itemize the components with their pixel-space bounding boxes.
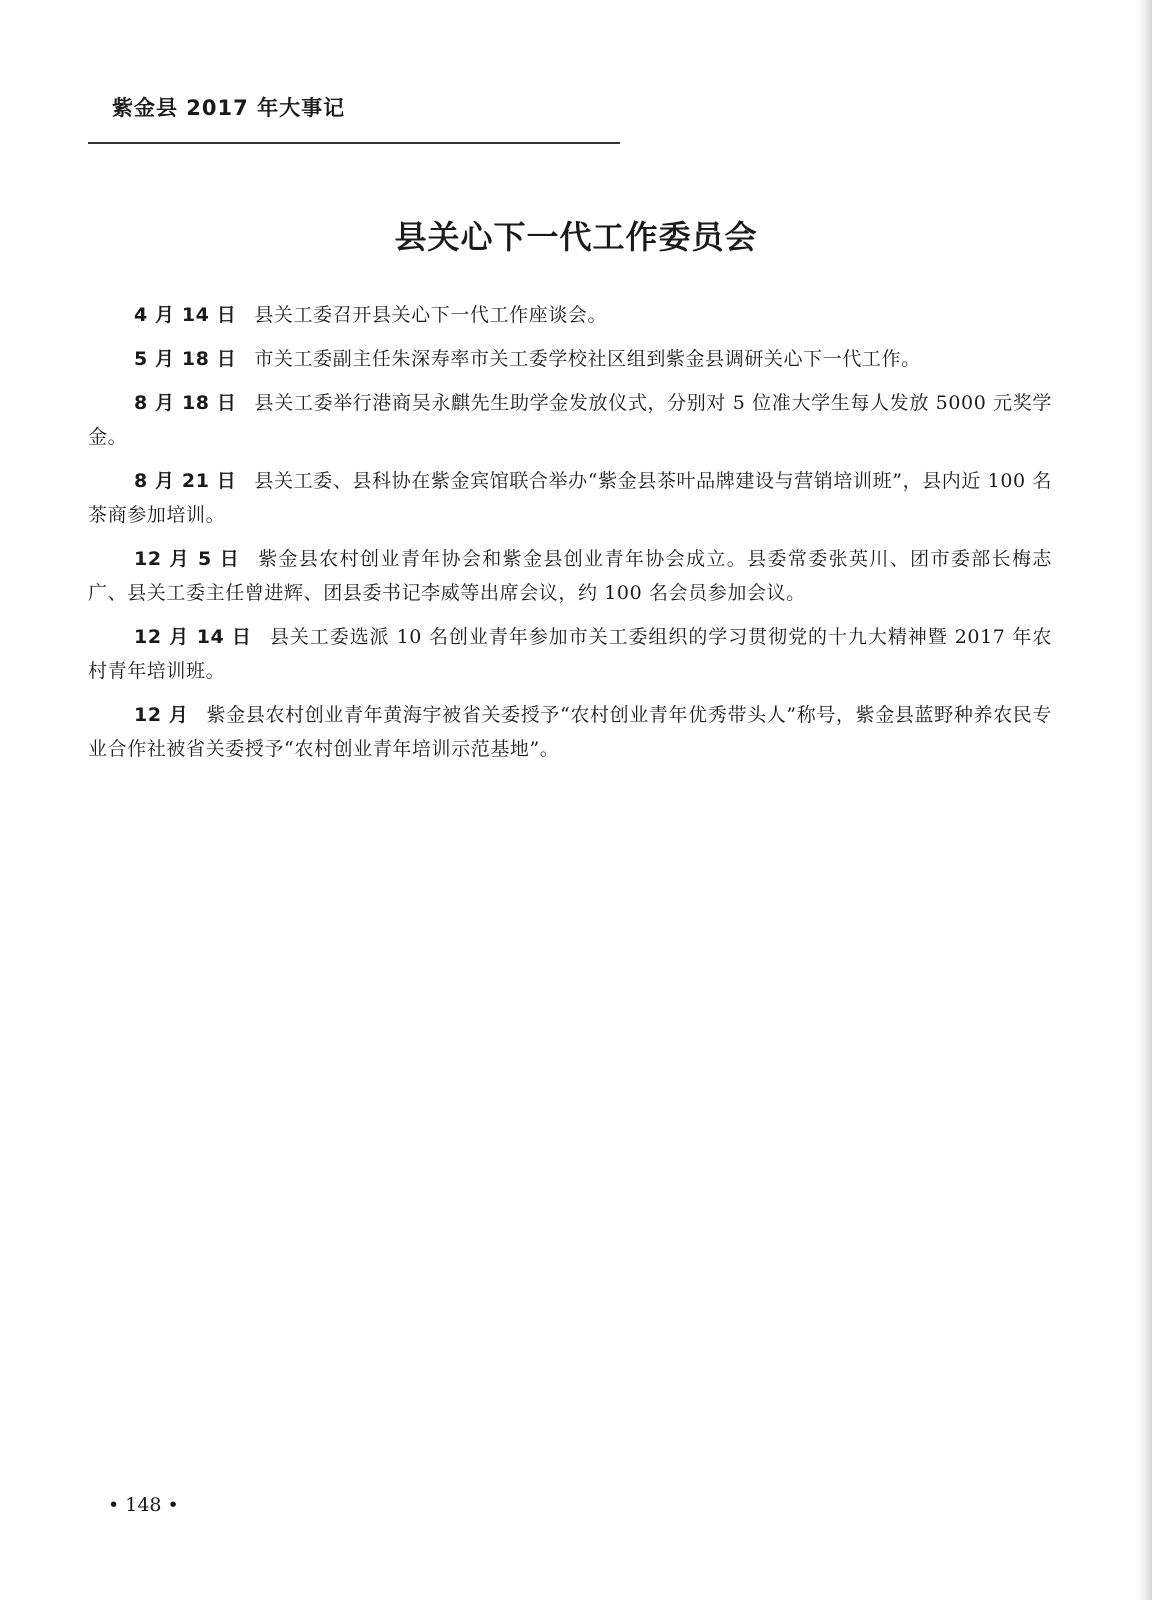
entry-item [88,698,1052,766]
entry-item [88,386,1052,454]
entry-date: 8 月 18 日 [134,392,237,414]
entry-text: 县关工委举行港商吴永麒先生助学金发放仪式，分别对 5 位准大学生每人发放 5000 元奖学金。 [88,392,1052,448]
entry-item [88,342,1052,376]
entry-text: 县关工委召开县关心下一代工作座谈会。 [254,304,608,326]
header-rule [88,142,620,144]
entry-date: 5 月 18 日 [134,348,237,370]
entry-date: 12 月 14 日 [134,626,252,648]
section-title: 县关心下一代工作委员会 [394,218,758,256]
entry-text: 县关工委、县科协在紫金宾馆联合举办“紫金县茶叶品牌建设与营销培训班”，县内近 100 名茶商参加培训。 [88,470,1052,526]
entry-list [88,298,1052,776]
entry-date: 12 月 5 日 [134,548,241,570]
entry-date: 4 月 14 日 [134,304,237,326]
entry-item [88,464,1052,532]
entry-item [88,542,1052,610]
running-header: 紫金县 2017 年大事记 [112,96,346,120]
entry-text: 县关工委选派 10 名创业青年参加市关工委组织的学习贯彻党的十九大精神暨 2017 年农村青年培训班。 [88,626,1052,682]
entry-date: 12 月 [134,704,189,726]
page-number: • 148 • [108,1494,179,1516]
entry-date: 8 月 21 日 [134,470,237,492]
entry-item [88,620,1052,688]
entry-item [88,298,1052,332]
entry-text: 市关工委副主任朱深寿率市关工委学校社区组到紫金县调研关心下一代工作。 [254,348,921,370]
entry-text: 紫金县农村创业青年黄海宇被省关委授予“农村创业青年优秀带头人”称号，紫金县蓝野种养农民专业合作社被省关委授予“农村创业青年培训示范基地”。 [88,704,1052,760]
entry-text: 紫金县农村创业青年协会和紫金县创业青年协会成立。县委常委张英川、团市委部长梅志广、县关工委主任曾进辉、团县委书记李威等出席会议，约 100 名会员参加会议。 [88,548,1053,604]
